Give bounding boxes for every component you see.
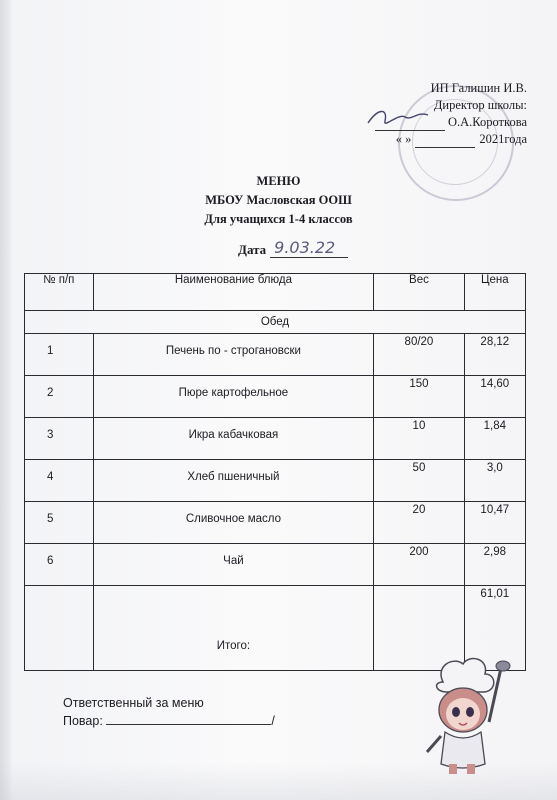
- header-name: Наименование блюда: [93, 274, 374, 311]
- section-label: Обед: [25, 311, 526, 334]
- total-value: 61,01: [464, 586, 525, 671]
- approval-date-blank: [415, 131, 475, 148]
- chef-girl-illustration: [405, 652, 525, 777]
- date-label: Дата: [238, 242, 267, 257]
- date-row: [238, 238, 348, 258]
- approval-position: Директор школы:: [433, 98, 527, 112]
- table-row: [25, 334, 526, 376]
- row-weight: 10: [374, 418, 464, 460]
- row-weight: 20: [374, 502, 464, 544]
- total-label: Итого:: [93, 586, 374, 671]
- row-num: 6: [25, 544, 94, 586]
- document-header: [0, 172, 557, 229]
- row-price: 1,84: [464, 418, 525, 460]
- row-price: 10,47: [464, 502, 525, 544]
- row-num: 1: [25, 334, 94, 376]
- table-header-row: [25, 274, 526, 311]
- audience-line: Для учащихся 1-4 классов: [204, 212, 353, 226]
- handwritten-signature: [363, 103, 433, 131]
- table-row: [25, 376, 526, 418]
- approval-date-quotes: « »: [395, 132, 412, 146]
- approval-company: ИП Галишин И.В.: [430, 81, 527, 95]
- header-price: Цена: [464, 274, 525, 311]
- row-name: Икра кабачковая: [93, 418, 374, 460]
- cook-label: Повар:: [63, 714, 103, 728]
- row-weight: 80/20: [374, 334, 464, 376]
- cook-slash: /: [271, 714, 275, 728]
- row-num: 3: [25, 418, 94, 460]
- row-name: Сливочное масло: [93, 502, 374, 544]
- row-price: 28,12: [464, 334, 525, 376]
- row-weight: 200: [374, 544, 464, 586]
- row-name: Печень по - строгановски: [93, 334, 374, 376]
- row-num: 4: [25, 460, 94, 502]
- row-name: Чай: [93, 544, 374, 586]
- document-title: МЕНЮ: [256, 174, 301, 188]
- row-weight: 50: [374, 460, 464, 502]
- table-row: [25, 418, 526, 460]
- table-row: [25, 544, 526, 586]
- row-weight: 150: [374, 376, 464, 418]
- menu-table: [24, 273, 526, 671]
- row-num: 5: [25, 502, 94, 544]
- school-name: МБОУ Масловская ООШ: [205, 193, 352, 207]
- responsible-label: Ответственный за меню: [63, 696, 204, 710]
- row-num: 2: [25, 376, 94, 418]
- row-name: Хлеб пшеничный: [93, 460, 374, 502]
- page-left-edge: [0, 0, 12, 800]
- footer-block: [63, 694, 275, 730]
- row-price: 2,98: [464, 544, 525, 586]
- cook-signature-blank: [106, 712, 271, 725]
- date-value: 9.03.22: [270, 238, 348, 258]
- row-name: Пюре картофельное: [93, 376, 374, 418]
- table-row: [25, 502, 526, 544]
- section-row: [25, 311, 526, 334]
- approval-date-year: 2021года: [479, 132, 527, 146]
- row-price: 14,60: [464, 376, 525, 418]
- header-num: № п/п: [25, 274, 94, 311]
- approval-date-row: [337, 131, 527, 148]
- cook-row: [63, 712, 275, 730]
- table-row: [25, 460, 526, 502]
- row-price: 3,0: [464, 460, 525, 502]
- approval-director-name: О.А.Короткова: [447, 115, 527, 129]
- total-num-cell: [25, 586, 94, 671]
- header-weight: Вес: [374, 274, 464, 311]
